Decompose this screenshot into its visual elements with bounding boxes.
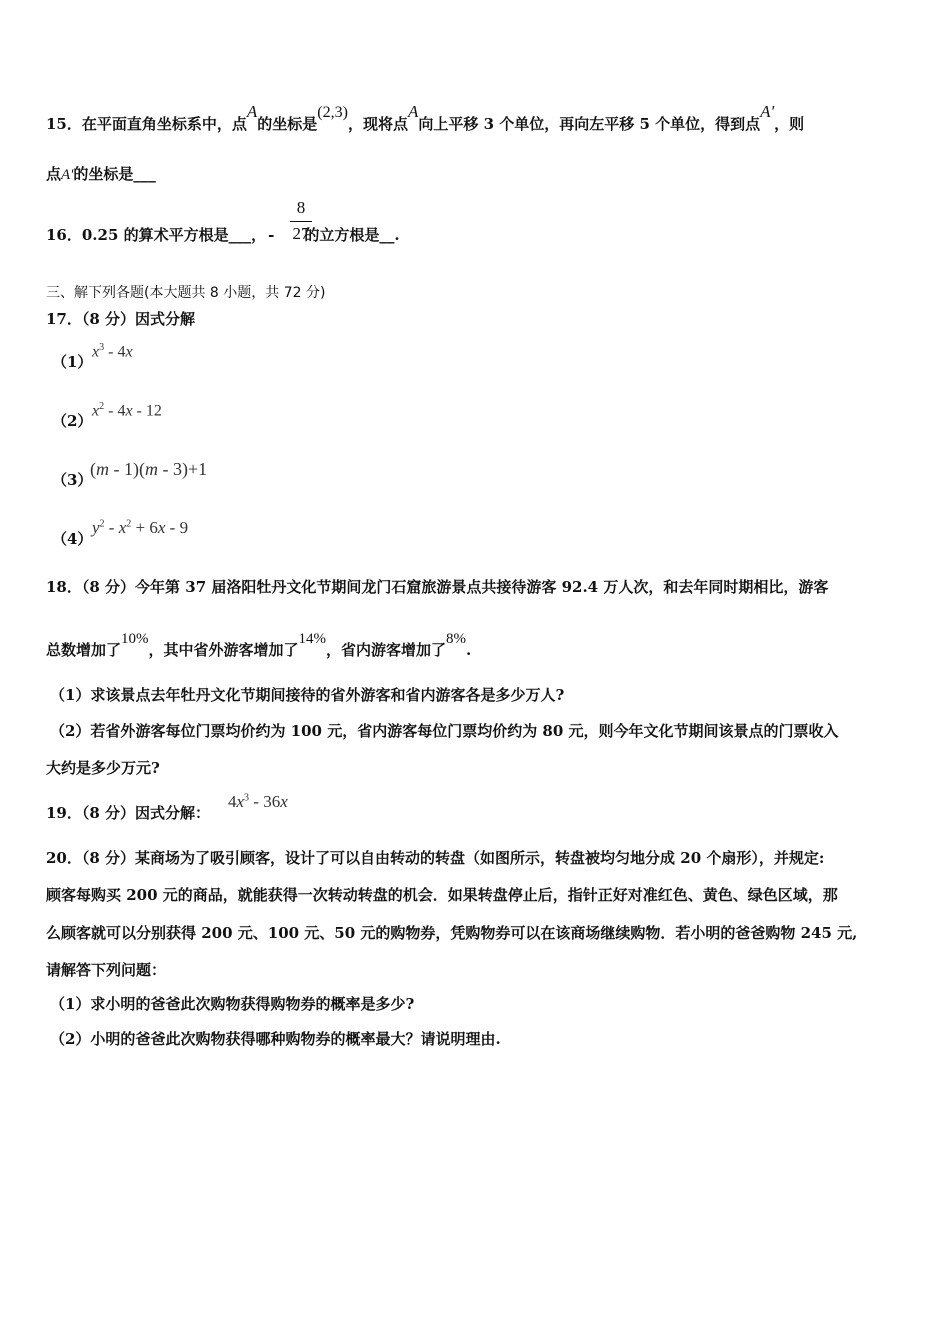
fraction-bar [290,221,312,222]
q18-text: 总数增加了 [46,641,122,659]
point-a-coordinates: (2,3) [317,104,348,121]
q18-text: . [466,641,472,659]
fraction-numerator: 8 [296,198,306,217]
q19-expression: $4x^3 - 36x$ [228,792,288,811]
minus-sign: - [268,226,275,244]
percent-inside: 8% [446,631,467,647]
q18-sub2-line2: 大约是多少万元? [46,759,160,777]
q19-text: 19．（8 分）因式分解： [46,804,211,822]
q18-line2 [46,631,472,661]
q18-sub1: （1）求该景点去年牡丹文化节期间接待的省外游客和省内游客各是多少万人? [50,686,565,704]
q18-sub2-line1: （2）若省外游客每位门票均价约为 100 元，省内游客每位门票均价约为 80 元，则今年文化节期间该景点的门票收入 [50,722,839,740]
q20-line2: 顾客每购买 200 元的商品，就能获得一次转动转盘的机会．如果转盘停止后，指针正好对准红色、黄色、绿色区域，那 [46,886,838,904]
q15-text: 的坐标是 [257,115,318,133]
q20-sub1: （1）求小明的爸爸此次购物获得购物券的概率是多少? [50,995,415,1013]
q15-text: 向上平移 3 个单位，再向左平移 5 个单位，得到点 [418,115,761,133]
q20-line3: 么顾客就可以分别获得 200 元、100 元、50 元的购物券，凭购物券可以在该商场继续购物．若小明的爸爸购物 245 元, [46,924,858,942]
percent-outside: 14% [298,631,327,647]
q17-expression: $y^2 - x^2 + 6x - 9$ [92,518,189,537]
section-heading: 三、解下列各题(本大题共 8 小题，共 72 分) [46,285,326,301]
q15-line2 [46,164,156,185]
q15-line1 [46,102,805,135]
q20-line1: 20．（8 分）某商场为了吸引顾客，设计了可以自由转动的转盘（如图所示，转盘被均匀地分成 20 个扇形），并规定: [46,849,825,867]
q17-item-label: （3） [52,471,93,489]
q17-item-label: （1） [52,353,93,371]
q17-expression: (m - 1)(m - 3)+1 [90,459,208,479]
percent-total: 10% [121,631,149,647]
q18-text: ，省内游客增加了 [326,641,447,659]
q16-line [46,225,400,245]
q16-text: 的立方根是__. [304,226,400,244]
point-a-prime-label: A' [61,167,74,183]
q18-line1: 18．（8 分）今年第 37 届洛阳牡丹文化节期间龙门石窟旅游景点共接待游客 92.4 万人次，和去年同时期相比，游客 [46,578,829,596]
q15-text: 15．在平面直角坐标系中，点 [46,115,247,133]
q20-line4: 请解答下列问题： [46,961,167,979]
q15-answer-blank: 的坐标是___ [73,165,156,183]
q17-item-label: （4） [52,530,93,548]
fraction-denominator: 27 [292,224,310,243]
q15-text: ，现将点 [347,115,408,133]
q18-text: ，其中省外游客增加了 [148,641,299,659]
point-a-label: A [246,102,258,121]
q20-sub2: （2）小明的爸爸此次购物获得哪种购物券的概率最大？请说明理由. [50,1030,501,1048]
q17-item-label: （2） [52,412,93,430]
q15-text: ，则 [774,115,805,133]
q15-text: 点 [46,165,62,183]
q16-text: 16．0.25 的算术平方根是___， [46,226,267,244]
q17-expression: $x^3 - 4x$ [92,342,133,361]
q17-title: 17．（8 分）因式分解 [46,310,196,328]
point-a-label: A [407,102,419,121]
point-a-prime-label: A' [760,102,775,121]
q17-expression: $x^2 - 4x - 12$ [92,401,162,420]
